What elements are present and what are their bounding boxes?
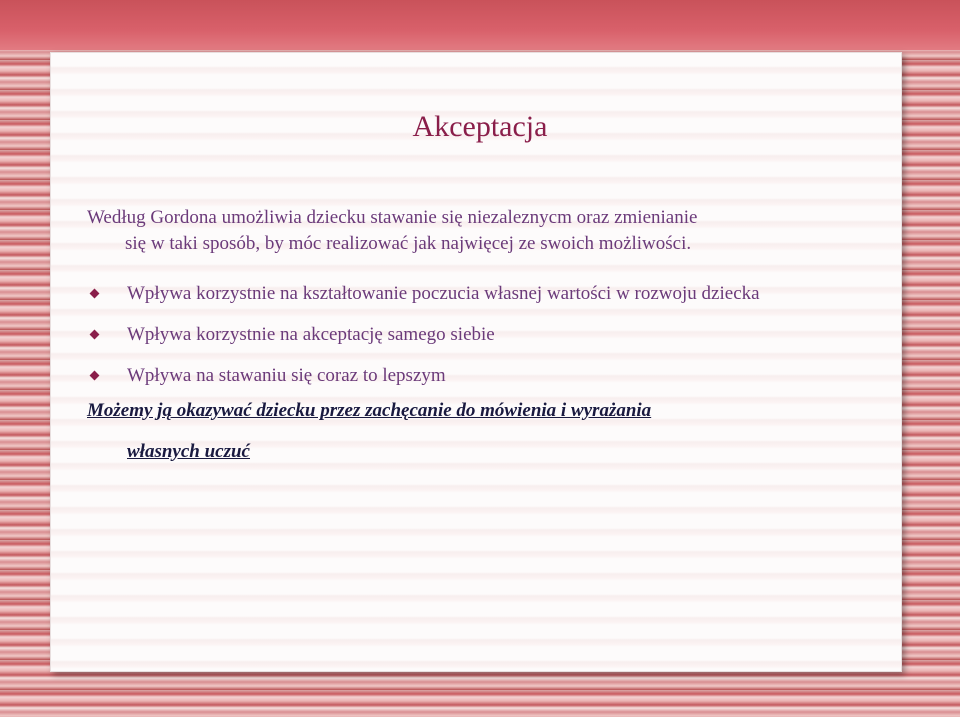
closing-line-2: własnych uczuć bbox=[127, 441, 250, 462]
intro-paragraph bbox=[87, 205, 887, 257]
bullet-text: Wpływa na stawaniu się coraz to lepszym bbox=[127, 365, 446, 386]
background-top-band bbox=[0, 0, 960, 50]
intro-line-1: Według Gordona umożliwia dziecku stawanie się niezaleznycm oraz zmienianie bbox=[87, 207, 698, 228]
diamond-bullet-icon bbox=[90, 330, 100, 340]
closing-statement bbox=[87, 390, 887, 472]
closing-line-1: Możemy ją okazywać dziecku przez zachęcanie do mówienia i wyrażania bbox=[87, 400, 652, 421]
list-item bbox=[87, 314, 887, 355]
slide-content bbox=[87, 205, 887, 478]
slide-title: Akceptacja bbox=[412, 110, 548, 143]
intro-line-2: się w taki sposób, by móc realizować jak najwięcej ze swoich możliwości. bbox=[125, 233, 692, 254]
bullet-text: Wpływa korzystnie na kształtowanie poczucia własnej wartości w rozwoju dziecka bbox=[127, 283, 760, 304]
bullet-list bbox=[87, 273, 887, 396]
diamond-bullet-icon bbox=[90, 371, 100, 381]
list-item bbox=[87, 273, 887, 314]
bullet-text: Wpływa korzystnie na akceptację samego siebie bbox=[127, 324, 495, 345]
diamond-bullet-icon bbox=[90, 289, 100, 299]
